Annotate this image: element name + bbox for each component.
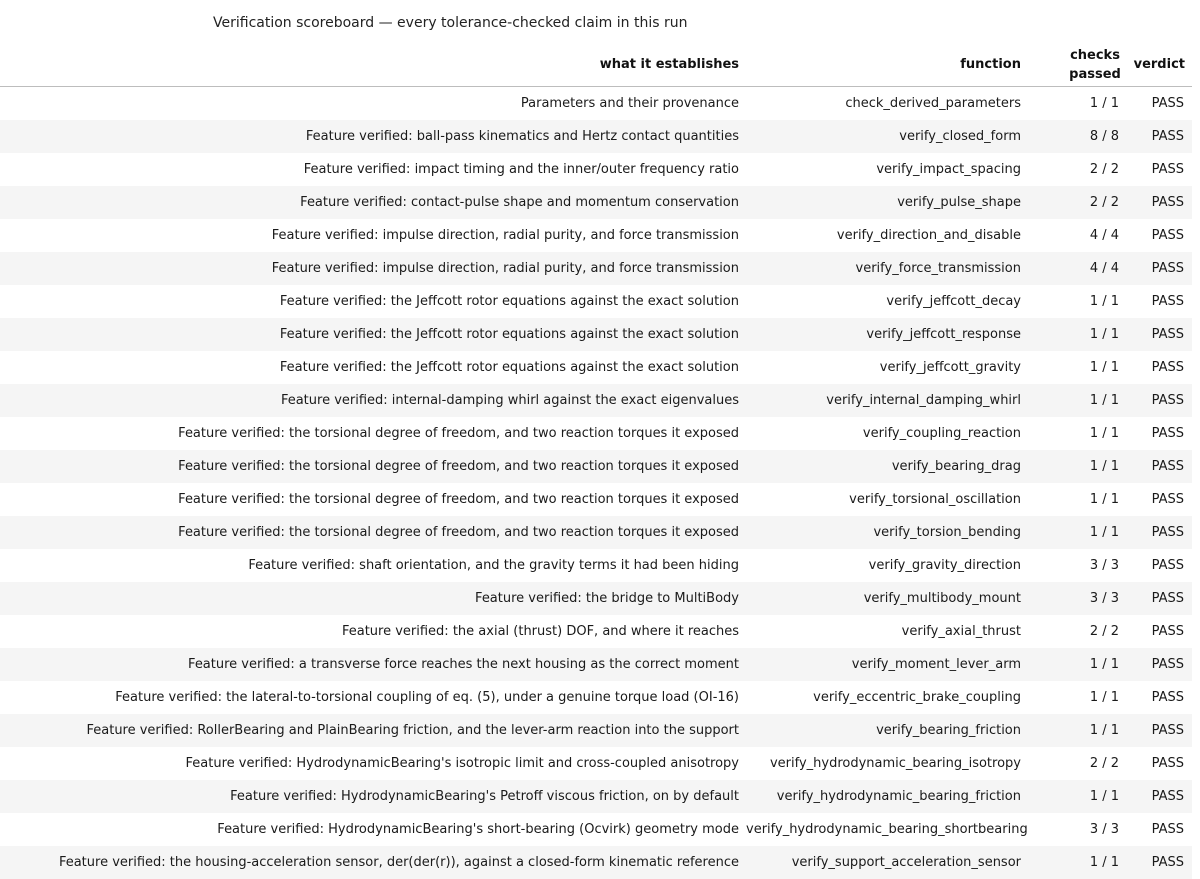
cell-verdict: PASS (1132, 450, 1192, 483)
cell-checks: 1 / 1 (1028, 714, 1132, 747)
cell-function: verify_torsion_bending (746, 516, 1028, 549)
cell-verdict: PASS (1132, 846, 1192, 879)
table-row (0, 846, 1192, 879)
cell-verdict: PASS (1151, 558, 1184, 573)
cell-what: Feature verified: HydrodynamicBearing's Petroff viscous friction, on by default (0, 780, 746, 813)
table-row (0, 153, 1192, 186)
cell-function: verify_internal_damping_whirl (746, 384, 1028, 417)
cell-what: Feature verified: HydrodynamicBearing's short-bearing (Ocvirk) geometry mode (217, 822, 739, 837)
table-row (0, 384, 1192, 417)
table-row (0, 417, 1192, 450)
cell-function: verify_gravity_direction (868, 558, 1021, 573)
cell-what: Feature verified: ball-pass kinematics and Hertz contact quantities (0, 120, 746, 153)
cell-checks: 3 / 3 (1089, 558, 1119, 573)
table-row (0, 252, 1192, 285)
cell-what: Feature verified: the lateral-to-torsional coupling of eq. (5), under a genuine torque load (OI-16) (115, 690, 739, 705)
table-body (0, 87, 1192, 879)
cell-what: Feature verified: the torsional degree of freedom, and two reaction torques it exposed (178, 426, 739, 441)
cell-verdict: PASS (1132, 318, 1192, 351)
header-row (0, 43, 1192, 87)
cell-checks: 3 / 3 (1089, 822, 1119, 837)
cell-function: verify_eccentric_brake_coupling (813, 690, 1021, 705)
cell-checks: 2 / 2 (1089, 162, 1119, 177)
cell-checks: 2 / 2 (1089, 756, 1119, 771)
cell-what: Feature verified: contact-pulse shape and momentum conservation (0, 186, 746, 219)
table-row (0, 681, 1192, 714)
cell-function: verify_force_transmission (746, 252, 1028, 285)
cell-verdict: PASS (1151, 756, 1184, 771)
cell-verdict: PASS (1151, 492, 1184, 507)
cell-function: verify_hydrodynamic_bearing_friction (746, 780, 1028, 813)
table-row (0, 813, 1192, 846)
cell-what: Feature verified: the axial (thrust) DOF, and where it reaches (341, 624, 739, 639)
cell-what: Feature verified: HydrodynamicBearing's isotropic limit and cross-coupled anisotropy (185, 756, 739, 771)
cell-what: Feature verified: impulse direction, radial purity, and force transmission (0, 252, 746, 285)
table-row (0, 780, 1192, 813)
cell-verdict: PASS (1151, 294, 1184, 309)
cell-checks: 1 / 1 (1089, 96, 1119, 111)
cell-function: verify_torsional_oscillation (849, 492, 1021, 507)
column-header-checks: checks passed (1028, 43, 1132, 87)
cell-checks: 1 / 1 (1089, 492, 1119, 507)
cell-checks: 1 / 1 (1028, 648, 1132, 681)
cell-verdict: PASS (1132, 648, 1192, 681)
table-row (0, 582, 1192, 615)
cell-function: verify_support_acceleration_sensor (746, 846, 1028, 879)
table-row (0, 351, 1192, 384)
cell-verdict: PASS (1132, 780, 1192, 813)
cell-what: Feature verified: the Jeffcott rotor equations against the exact solution (279, 294, 739, 309)
cell-checks: 1 / 1 (1089, 360, 1119, 375)
cell-checks: 1 / 1 (1089, 294, 1119, 309)
table-row (0, 450, 1192, 483)
cell-what: Feature verified: the housing-acceleration sensor, der(der(r)), against a closed-form kinematic reference (0, 846, 746, 879)
cell-verdict: PASS (1151, 822, 1184, 837)
cell-checks: 1 / 1 (1028, 780, 1132, 813)
cell-verdict: PASS (1132, 120, 1192, 153)
table-row (0, 483, 1192, 516)
column-header-verdict: verdict (1132, 43, 1192, 87)
cell-checks: 1 / 1 (1028, 846, 1132, 879)
cell-what: Feature verified: the torsional degree of freedom, and two reaction torques it exposed (0, 450, 746, 483)
cell-checks: 2 / 2 (1089, 624, 1119, 639)
cell-what: Feature verified: the Jeffcott rotor equations against the exact solution (0, 318, 746, 351)
column-header-what: what it establishes (0, 43, 746, 87)
cell-what: Feature verified: a transverse force reaches the next housing as the correct moment (0, 648, 746, 681)
cell-checks: 1 / 1 (1089, 426, 1119, 441)
cell-verdict: PASS (1151, 96, 1184, 111)
cell-function: verify_axial_thrust (901, 624, 1021, 639)
cell-function: verify_jeffcott_response (746, 318, 1028, 351)
table-row (0, 120, 1192, 153)
cell-verdict: PASS (1151, 162, 1184, 177)
cell-what: Parameters and their provenance (520, 96, 739, 111)
cell-what: Feature verified: the torsional degree of freedom, and two reaction torques it exposed (0, 516, 746, 549)
cell-function: verify_hydrodynamic_bearing_isotropy (769, 756, 1021, 771)
table-row (0, 648, 1192, 681)
cell-what: Feature verified: impulse direction, radial purity, and force transmission (271, 228, 739, 243)
cell-verdict: PASS (1132, 186, 1192, 219)
cell-function: verify_pulse_shape (746, 186, 1028, 219)
cell-what: Feature verified: internal-damping whirl against the exact eigenvalues (0, 384, 746, 417)
cell-function: verify_direction_and_disable (836, 228, 1021, 243)
cell-function: verify_multibody_mount (746, 582, 1028, 615)
table-row (0, 747, 1192, 780)
cell-checks: 1 / 1 (1028, 318, 1132, 351)
cell-function: check_derived_parameters (845, 96, 1021, 111)
table-row (0, 516, 1192, 549)
cell-checks: 1 / 1 (1028, 384, 1132, 417)
cell-verdict: PASS (1151, 360, 1184, 375)
cell-checks: 3 / 3 (1028, 582, 1132, 615)
cell-checks: 2 / 2 (1028, 186, 1132, 219)
cell-function: verify_jeffcott_gravity (879, 360, 1021, 375)
cell-what: Feature verified: shaft orientation, and the gravity terms it had been hiding (248, 558, 739, 573)
cell-what: Feature verified: the Jeffcott rotor equations against the exact solution (279, 360, 739, 375)
cell-checks: 1 / 1 (1028, 516, 1132, 549)
cell-function: verify_bearing_drag (746, 450, 1028, 483)
column-header-function: function (746, 43, 1028, 87)
cell-function: verify_bearing_friction (746, 714, 1028, 747)
cell-function: verify_jeffcott_decay (886, 294, 1021, 309)
cell-function: verify_hydrodynamic_bearing_shortbearing (746, 822, 1028, 837)
cell-verdict: PASS (1132, 582, 1192, 615)
cell-function: verify_coupling_reaction (862, 426, 1021, 441)
cell-verdict: PASS (1151, 624, 1184, 639)
table-caption: Verification scoreboard — every tolerance-checked claim in this run (213, 15, 688, 31)
cell-function: verify_impact_spacing (876, 162, 1021, 177)
cell-function: verify_moment_lever_arm (746, 648, 1028, 681)
cell-checks: 1 / 1 (1089, 690, 1119, 705)
table-row (0, 219, 1192, 252)
cell-checks: 4 / 4 (1028, 252, 1132, 285)
table-row (0, 549, 1192, 582)
cell-verdict: PASS (1132, 714, 1192, 747)
cell-verdict: PASS (1132, 516, 1192, 549)
cell-what: Feature verified: impact timing and the inner/outer frequency ratio (303, 162, 739, 177)
cell-checks: 4 / 4 (1089, 228, 1119, 243)
cell-what: Feature verified: RollerBearing and PlainBearing friction, and the lever-arm reaction into the support (0, 714, 746, 747)
table-row (0, 285, 1192, 318)
cell-checks: 1 / 1 (1028, 450, 1132, 483)
table-row (0, 615, 1192, 648)
cell-checks: 8 / 8 (1028, 120, 1132, 153)
cell-verdict: PASS (1151, 690, 1184, 705)
cell-function: verify_closed_form (746, 120, 1028, 153)
table-row (0, 186, 1192, 219)
cell-verdict: PASS (1151, 426, 1184, 441)
table-row (0, 318, 1192, 351)
cell-verdict: PASS (1151, 228, 1184, 243)
cell-what: Feature verified: the torsional degree of freedom, and two reaction torques it exposed (178, 492, 739, 507)
cell-what: Feature verified: the bridge to MultiBody (0, 582, 746, 615)
cell-verdict: PASS (1132, 384, 1192, 417)
cell-verdict: PASS (1132, 252, 1192, 285)
verification-scoreboard-table (0, 43, 1192, 879)
table-row (0, 87, 1192, 121)
table-row (0, 714, 1192, 747)
